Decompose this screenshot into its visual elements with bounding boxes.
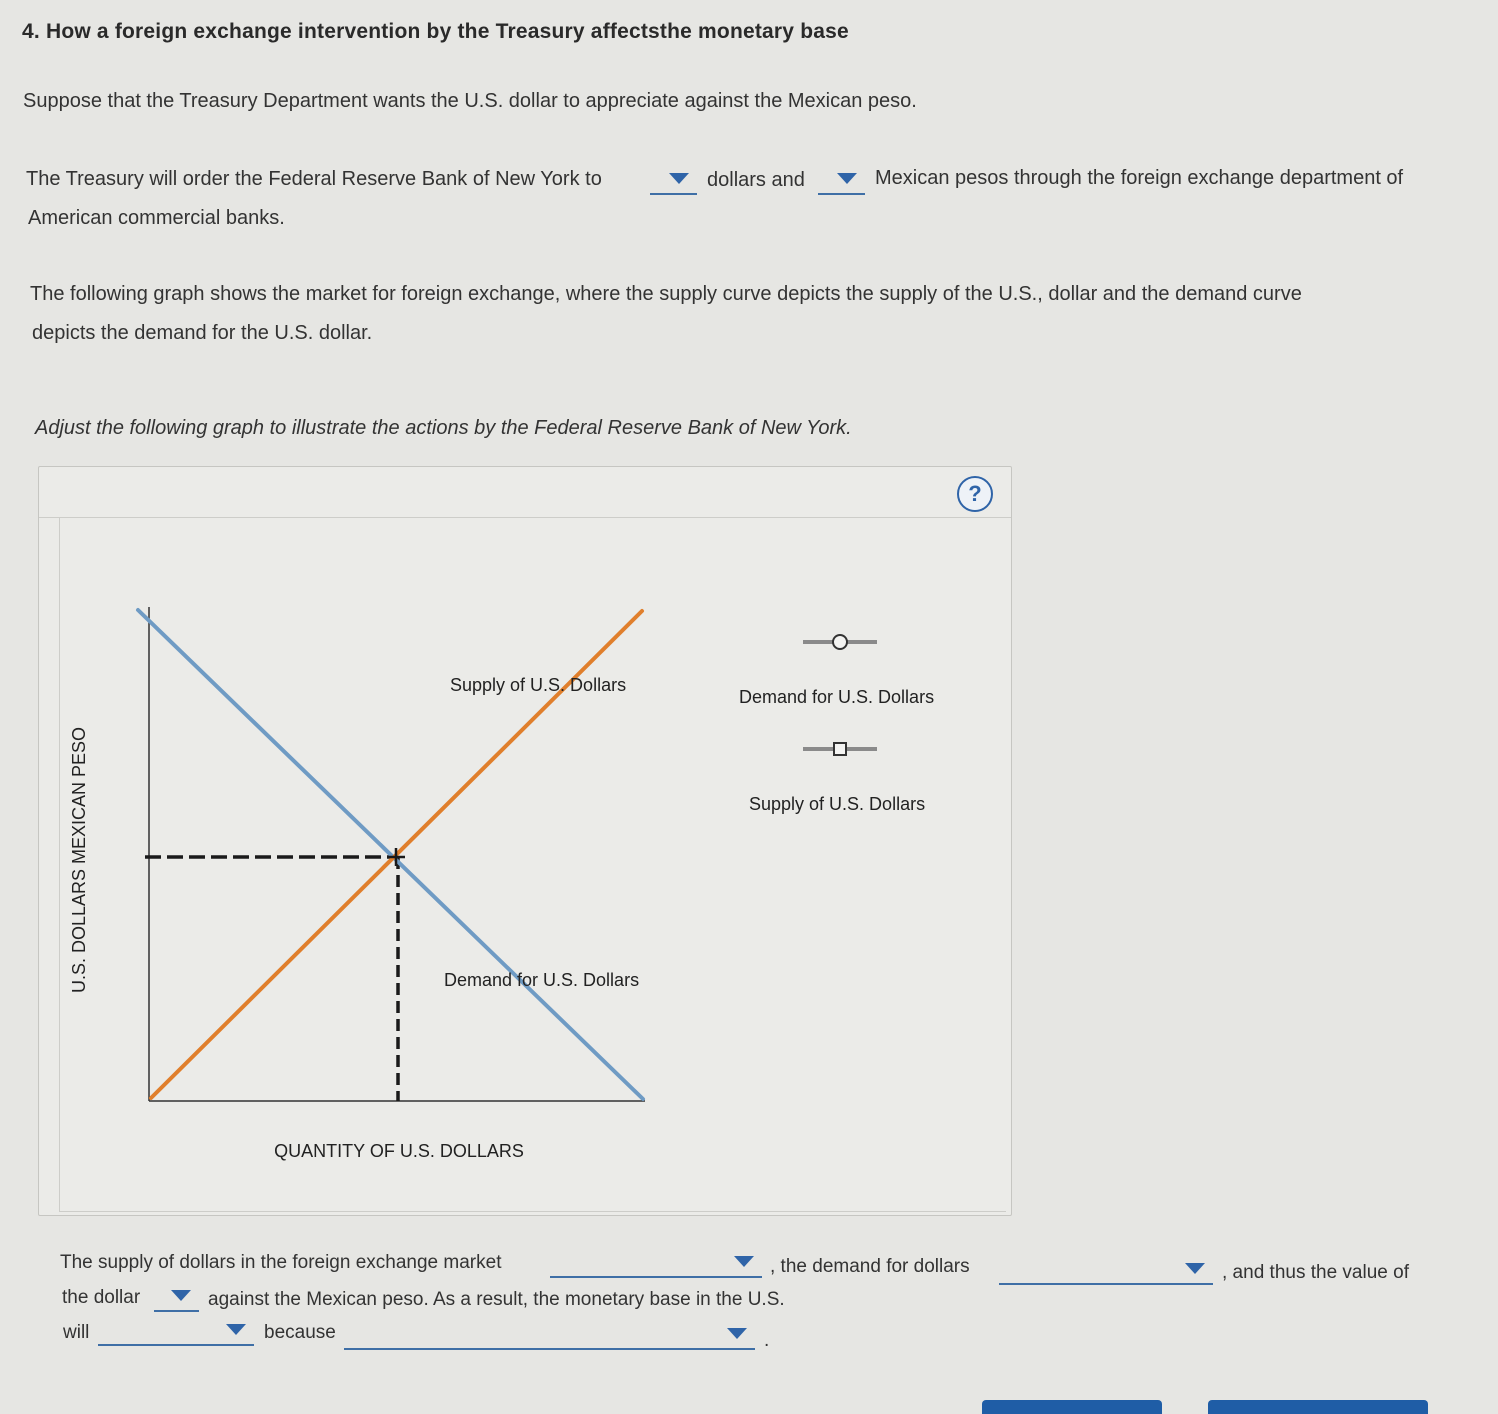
monetary-base-dropdown[interactable]	[98, 1318, 254, 1346]
chevron-down-icon	[1185, 1263, 1205, 1274]
graph-description-line1: The following graph shows the market for foreign exchange, where the supply curve depicts the supply of the U.S., dollar and the demand curve	[30, 283, 1302, 305]
demand-change-dropdown[interactable]	[999, 1257, 1213, 1285]
answer-part2: , the demand for dollars	[770, 1256, 970, 1277]
circle-handle-icon	[833, 635, 847, 649]
grade-button[interactable]	[982, 1400, 1162, 1414]
chevron-down-icon	[734, 1256, 754, 1267]
sentence1-part4: American commercial banks.	[28, 207, 285, 229]
graph-description-line2: depicts the demand for the U.S. dollar.	[32, 322, 373, 344]
answer-part5: against the Mexican peso. As a result, the monetary base in the U.S.	[208, 1289, 785, 1310]
supply-curve-label: Supply of U.S. Dollars	[450, 675, 627, 695]
graph-svg	[39, 467, 1011, 1215]
save-continue-button[interactable]	[1208, 1400, 1428, 1414]
supply-tool-label: Supply of U.S. Dollars	[749, 794, 926, 814]
supply-tool[interactable]	[803, 743, 877, 755]
answer-part7: because	[264, 1322, 336, 1343]
answer-part1: The supply of dollars in the foreign exchange market	[60, 1252, 502, 1273]
reason-dropdown[interactable]	[344, 1322, 755, 1350]
intro-text: Suppose that the Treasury Department wants the U.S. dollar to appreciate against the Mexican peso.	[23, 90, 917, 112]
chevron-down-icon	[171, 1290, 191, 1301]
sentence1-part2: dollars and	[707, 169, 805, 191]
chevron-down-icon	[727, 1328, 747, 1339]
square-handle-icon	[834, 743, 846, 755]
sentence1-part3: Mexican pesos through the foreign exchange department of	[875, 167, 1404, 189]
demand-tool[interactable]	[803, 635, 877, 649]
sentence1-part1: The Treasury will order the Federal Reserve Bank of New York to	[26, 168, 602, 190]
help-icon[interactable]: ?	[957, 476, 993, 512]
supply-change-dropdown[interactable]	[550, 1250, 762, 1278]
answer-part6: will	[63, 1322, 90, 1343]
question-title: 4. How a foreign exchange intervention by the Treasury affectsthe monetary base	[22, 20, 849, 43]
chevron-down-icon	[226, 1324, 246, 1335]
answer-part3: , and thus the value of	[1222, 1262, 1409, 1283]
y-axis-label: U.S. DOLLARS MEXICAN PESO	[69, 726, 89, 994]
dollar-value-dropdown[interactable]	[154, 1284, 199, 1312]
chevron-down-icon	[669, 173, 689, 184]
x-axis-label: QUANTITY OF U.S. DOLLARS	[274, 1141, 524, 1161]
answer-part4: the dollar	[62, 1287, 141, 1308]
chevron-down-icon	[837, 173, 857, 184]
answer-part8: .	[764, 1330, 770, 1351]
demand-tool-label: Demand for U.S. Dollars	[739, 687, 935, 707]
graph-panel	[38, 466, 1012, 1216]
fed-action-dollars-dropdown[interactable]	[650, 167, 697, 195]
fed-action-pesos-dropdown[interactable]	[818, 167, 865, 195]
graph-instruction: Adjust the following graph to illustrate the actions by the Federal Reserve Bank of New York.	[35, 417, 852, 439]
demand-curve-label: Demand for U.S. Dollars	[444, 970, 640, 990]
